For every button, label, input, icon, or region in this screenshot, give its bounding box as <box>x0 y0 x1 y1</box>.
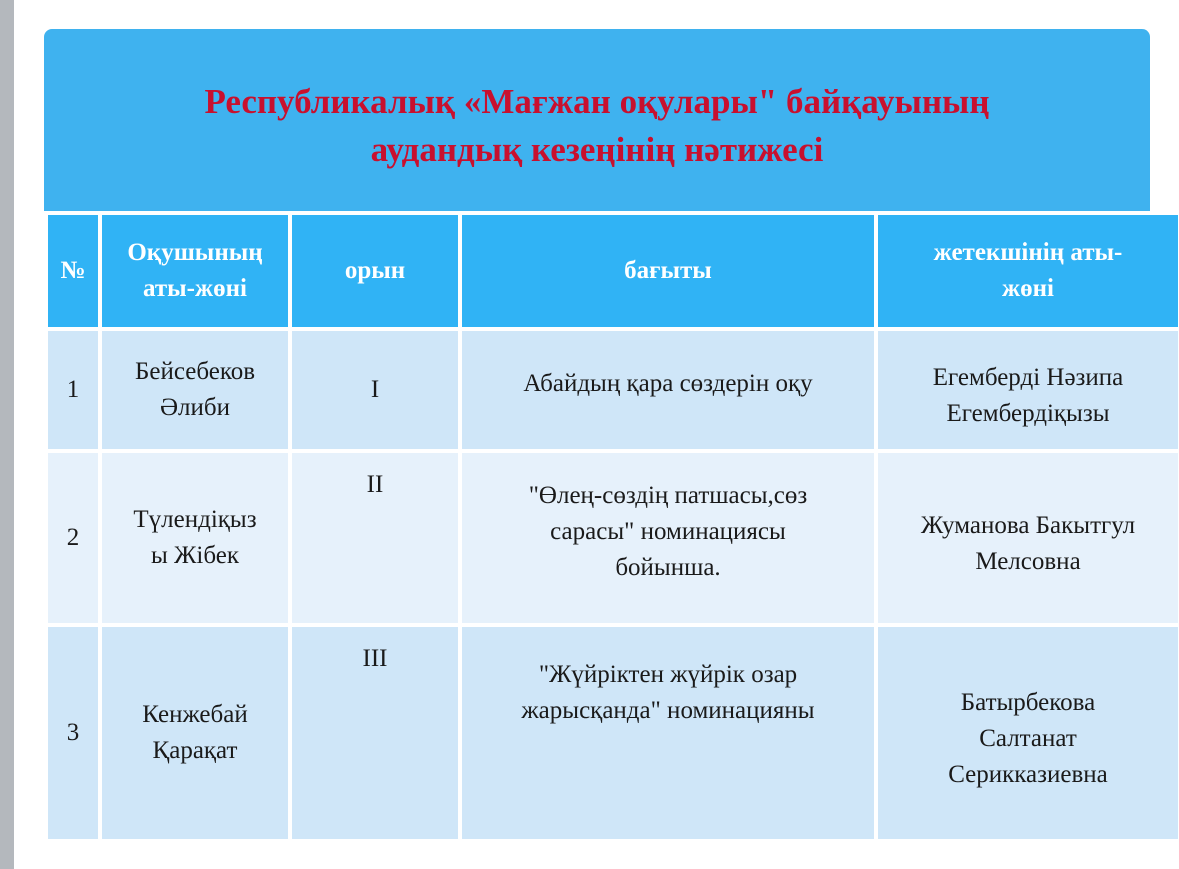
cell-place: II <box>290 451 460 625</box>
cell-supervisor <box>876 451 1179 625</box>
cell-direction-line: жарысқанда" номинацияны <box>521 697 815 724</box>
cell-number: 2 <box>46 451 100 625</box>
cell-place: I <box>290 329 460 451</box>
results-table <box>44 211 1179 843</box>
cell-number: 3 <box>46 625 100 841</box>
header-place: орын <box>290 213 460 329</box>
cell-direction <box>460 451 876 625</box>
cell-student <box>100 451 290 625</box>
cell-direction-line: сарасы" номинациясы <box>550 518 786 545</box>
header-student-line-1: Оқушының <box>127 239 263 266</box>
cell-student-line: Бейсебеков <box>135 358 255 385</box>
cell-supervisor-line: Батырбекова <box>960 689 1096 716</box>
cell-student-line: ы Жібек <box>150 542 240 569</box>
header-supervisor <box>876 213 1179 329</box>
page-title <box>44 78 1150 174</box>
left-edge-bar <box>0 0 14 869</box>
cell-number: 1 <box>46 329 100 451</box>
cell-supervisor-line: Егемберді Нәзипа <box>932 364 1124 391</box>
cell-supervisor <box>876 625 1179 841</box>
cell-student-line: Кенжебай <box>142 701 248 728</box>
header-student-line-2: аты-жөні <box>143 275 247 302</box>
cell-student-line: Әлиби <box>159 394 230 421</box>
cell-student-line: Қарақат <box>152 737 238 764</box>
cell-student-line: Түлендіқыз <box>133 506 257 533</box>
table-row <box>46 329 1179 451</box>
cell-direction <box>460 329 876 451</box>
header-student <box>100 213 290 329</box>
cell-supervisor-line: Егембердіқызы <box>946 400 1110 427</box>
cell-place: III <box>290 625 460 841</box>
cell-direction-line: "Жүйріктен жүйрік озар <box>538 661 798 688</box>
cell-direction-line: бойынша. <box>615 554 721 581</box>
table-row <box>46 625 1179 841</box>
cell-supervisor <box>876 329 1179 451</box>
cell-direction-line: "Өлең-сөздің патшасы,сөз <box>528 482 808 509</box>
header-number: № <box>46 213 100 329</box>
header-direction: бағыты <box>460 213 876 329</box>
cell-supervisor-line: Салтанат <box>979 725 1077 752</box>
table-row <box>46 451 1179 625</box>
header-supervisor-line-1: жетекшінің аты- <box>933 239 1123 266</box>
cell-supervisor-line: Мелсовна <box>975 548 1081 575</box>
header-supervisor-line-2: жөні <box>1002 275 1054 302</box>
cell-supervisor-line: Серикказиевна <box>948 761 1108 788</box>
table-header-row <box>46 213 1179 329</box>
cell-direction-line: Абайдың қара сөздерін оқу <box>523 370 813 397</box>
page-title-line-2: аудандық кезеңінің нәтижесі <box>370 130 824 169</box>
cell-student <box>100 625 290 841</box>
page-title-line-1: Республикалық «Мағжан оқулары" байқауының <box>204 82 990 121</box>
cell-student <box>100 329 290 451</box>
cell-supervisor-line: Жуманова Бакытгул <box>920 512 1136 539</box>
cell-direction <box>460 625 876 841</box>
